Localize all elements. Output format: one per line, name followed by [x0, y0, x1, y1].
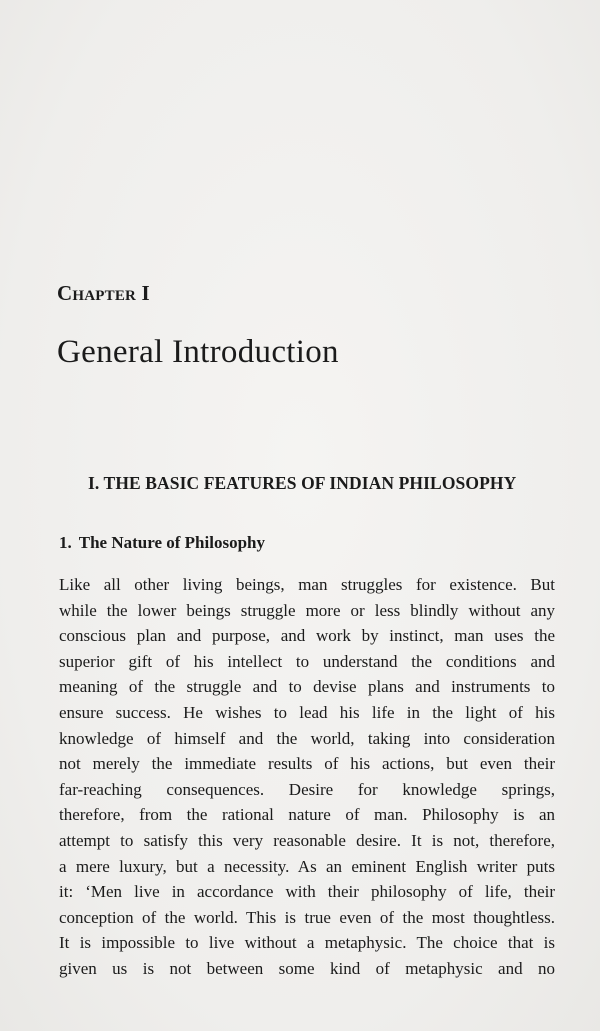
text-line: far-reaching consequences. Desire for knowledge springs,	[59, 779, 555, 799]
text-line: attempt to satisfy this very reasonable desire. It is not, therefore,	[59, 830, 555, 850]
text-line: while the lower beings struggle more or less blindly without any	[59, 600, 555, 620]
text-line: Like all other living beings, man struggles for existence. But	[59, 575, 555, 594]
text-line: it: ‘Men live in accordance with their philosophy of life, their	[59, 882, 555, 902]
body-paragraph	[59, 572, 555, 982]
text-line: conception of the world. This is true even of the most thoughtless.	[59, 907, 555, 927]
text-line: ensure success. He wishes to lead his life in the light of his	[59, 702, 555, 722]
text-line: therefore, from the rational nature of man. Philosophy is an	[59, 805, 555, 825]
chapter-title: General Introduction	[57, 334, 339, 370]
subsection-title: The Nature of Philosophy	[78, 533, 265, 552]
text-line: superior gift of his intellect to understand the conditions and	[59, 651, 555, 671]
text-line: a mere luxury, but a necessity. As an eminent English writer puts	[59, 856, 555, 876]
text-line: given us is not between some kind of metaphysic and no	[59, 958, 555, 978]
subsection-heading	[59, 533, 265, 553]
text-line: meaning of the struggle and to devise plans and instruments to	[59, 677, 555, 697]
text-line: It is impossible to live without a metaphysic. The choice that is	[59, 933, 555, 953]
chapter-label: Chapter I	[57, 281, 150, 305]
text-line: knowledge of himself and the world, taking into consideration	[59, 728, 555, 748]
text-line: not merely the immediate results of his actions, but even their	[59, 754, 555, 774]
subsection-number: 1.	[59, 533, 72, 552]
section-heading: I. THE BASIC FEATURES OF INDIAN PHILOSOPHY	[88, 473, 517, 493]
text-line: conscious plan and purpose, and work by instinct, man uses the	[59, 626, 555, 646]
